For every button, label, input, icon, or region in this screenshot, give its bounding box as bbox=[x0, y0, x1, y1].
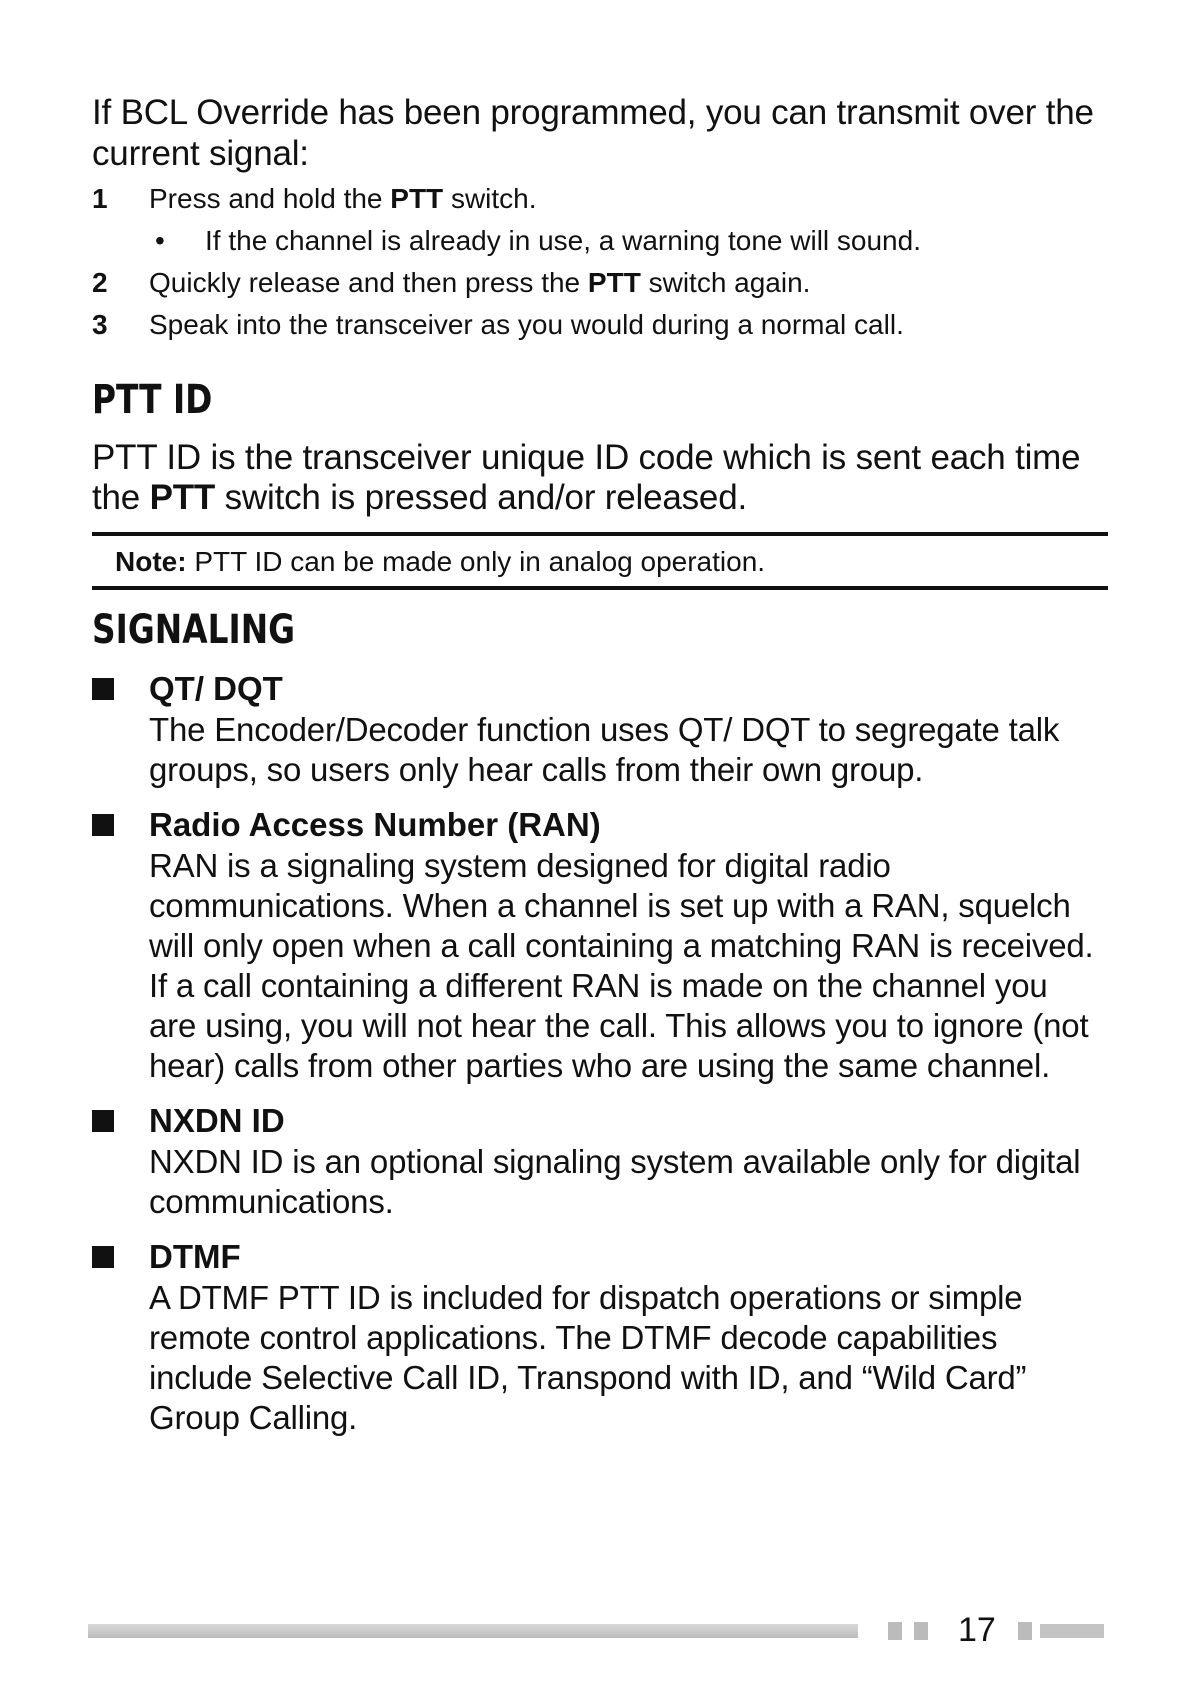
square-bullet-icon bbox=[92, 1246, 114, 1268]
step-number: 3 bbox=[92, 309, 108, 340]
page-footer bbox=[88, 1610, 1104, 1650]
step-text: Speak into the transceiver as you would during a normal call. bbox=[149, 309, 904, 340]
footer-tail bbox=[1040, 1624, 1104, 1638]
ptt-id-heading: PTT ID bbox=[92, 377, 213, 423]
page-number: 17 bbox=[958, 1611, 996, 1649]
step-number: 1 bbox=[92, 183, 108, 214]
signaling-heading: SIGNALING bbox=[92, 607, 296, 653]
footer-bar bbox=[88, 1624, 858, 1638]
note-box bbox=[92, 532, 1108, 590]
section-body: NXDN ID is an optional signaling system available only for digital communications. bbox=[149, 1143, 1081, 1220]
intro-paragraph: If BCL Override has been programmed, you can transmit over the current signal: bbox=[92, 93, 1094, 173]
section-ran bbox=[92, 804, 1102, 1086]
square-bullet-icon bbox=[92, 1110, 114, 1132]
ptt-id-paragraph: PTT ID is the transceiver unique ID code which is sent each time the PTT switch is pressed and/or released. bbox=[92, 438, 1081, 517]
step-text: Quickly release and then press the PTT switch again. bbox=[149, 267, 811, 298]
section-dtmf bbox=[92, 1236, 1102, 1438]
note-text: PTT ID can be made only in analog operation. bbox=[186, 546, 766, 577]
section-qt-dqt bbox=[92, 668, 1102, 790]
bullet-text: If the channel is already in use, a warning tone will sound. bbox=[205, 225, 921, 256]
section-nxdn-id bbox=[92, 1100, 1102, 1222]
section-title: DTMF bbox=[149, 1238, 241, 1275]
step-number: 2 bbox=[92, 267, 108, 298]
note-label: Note: bbox=[115, 546, 187, 577]
section-title: NXDN ID bbox=[149, 1102, 285, 1139]
bullet-dot: • bbox=[155, 225, 165, 256]
footer-segment bbox=[888, 1622, 902, 1640]
section-body: RAN is a signaling system designed for digital radio communications. When a channel is set up with a RAN, squelch will only open when a call containing a matching RAN is received. If a call containing a different RAN is made on the channel you are using, you will not hear the call. This allows you to ignore (not hear) calls from other parties who are using the same channel. bbox=[149, 847, 1094, 1084]
step-1-bullet bbox=[149, 220, 1102, 262]
section-body: A DTMF PTT ID is included for dispatch operations or simple remote control applications. The DTMF decode capabilities include Selective Call ID, Transpond with ID, and “Wild Card” Group Calling. bbox=[149, 1279, 1027, 1436]
step-list bbox=[92, 178, 1102, 346]
section-body: The Encoder/Decoder function uses QT/ DQT to segregate talk groups, so users only hear calls from their own group. bbox=[149, 711, 1060, 788]
manual-page bbox=[92, 92, 1102, 1438]
square-bullet-icon bbox=[92, 814, 114, 836]
footer-segment bbox=[1018, 1622, 1032, 1640]
section-title: Radio Access Number (RAN) bbox=[149, 806, 601, 843]
step-3 bbox=[92, 304, 1102, 346]
step-2 bbox=[92, 262, 1102, 304]
step-1 bbox=[92, 178, 1102, 220]
square-bullet-icon bbox=[92, 678, 114, 700]
step-text: Press and hold the PTT switch. bbox=[149, 183, 537, 214]
section-title: QT/ DQT bbox=[149, 670, 283, 707]
footer-segment bbox=[914, 1622, 928, 1640]
